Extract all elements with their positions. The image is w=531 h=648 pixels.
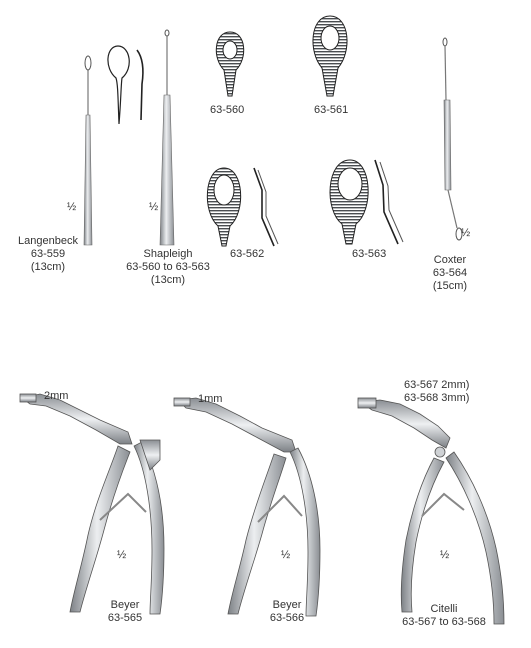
beyer-565-name: Beyer	[110, 599, 140, 611]
langenbeck-code: 63-559	[30, 248, 66, 260]
citelli-bite-2: 63-568 3mm)	[404, 392, 470, 404]
coxter-caption	[424, 254, 476, 293]
shapleigh-curette	[160, 30, 174, 245]
shapleigh-code: 63-560 to 63-563	[126, 261, 210, 273]
shapleigh-length: (13cm)	[150, 274, 186, 286]
langenbeck-length: (13cm)	[30, 261, 66, 273]
langenbeck-caption	[12, 235, 84, 274]
tip-63-560	[216, 32, 243, 96]
tip-63-563-code: 63-563	[352, 248, 387, 260]
langenbeck-curette	[84, 56, 92, 245]
coxter-curette	[443, 38, 462, 240]
coxter-length: (15cm)	[432, 280, 468, 292]
citelli-bite-1: 63-567 2mm)	[404, 379, 470, 391]
tip-63-563	[330, 160, 403, 244]
citelli-code: 63-567 to 63-568	[402, 616, 486, 628]
shapleigh-scale: ½	[149, 201, 159, 213]
beyer-punch-63-565	[20, 394, 164, 614]
beyer-566-bite: 1mm	[198, 393, 223, 405]
coxter-code: 63-564	[432, 267, 468, 279]
beyer-565-caption	[100, 599, 150, 625]
citelli-name: Citelli	[430, 603, 458, 615]
shapleigh-caption	[120, 248, 216, 287]
langenbeck-name: Langenbeck	[18, 235, 78, 247]
beyer-565-bite: 2mm	[44, 390, 69, 402]
beyer-punch-63-566	[174, 398, 320, 616]
tip-63-562-code: 63-562	[230, 248, 265, 260]
citelli-punch	[358, 398, 504, 624]
langenbeck-scale: ½	[67, 201, 77, 213]
tip-63-562	[207, 168, 278, 246]
beyer-566-code: 63-566	[269, 612, 305, 624]
citelli-caption	[392, 603, 496, 629]
coxter-scale: ½	[461, 227, 471, 239]
tip-63-561-code: 63-561	[314, 104, 349, 116]
beyer-566-name: Beyer	[272, 599, 302, 611]
beyer-566-scale: ½	[281, 549, 291, 561]
beyer-565-code: 63-565	[107, 612, 143, 624]
beyer-566-caption	[262, 599, 312, 625]
shapleigh-name: Shapleigh	[143, 248, 193, 260]
tip-63-560-code: 63-560	[210, 104, 245, 116]
coxter-name: Coxter	[433, 254, 467, 266]
citelli-scale: ½	[440, 549, 450, 561]
langenbeck-tip-detail	[108, 46, 143, 124]
tip-63-561	[313, 16, 347, 96]
beyer-565-scale: ½	[117, 549, 127, 561]
